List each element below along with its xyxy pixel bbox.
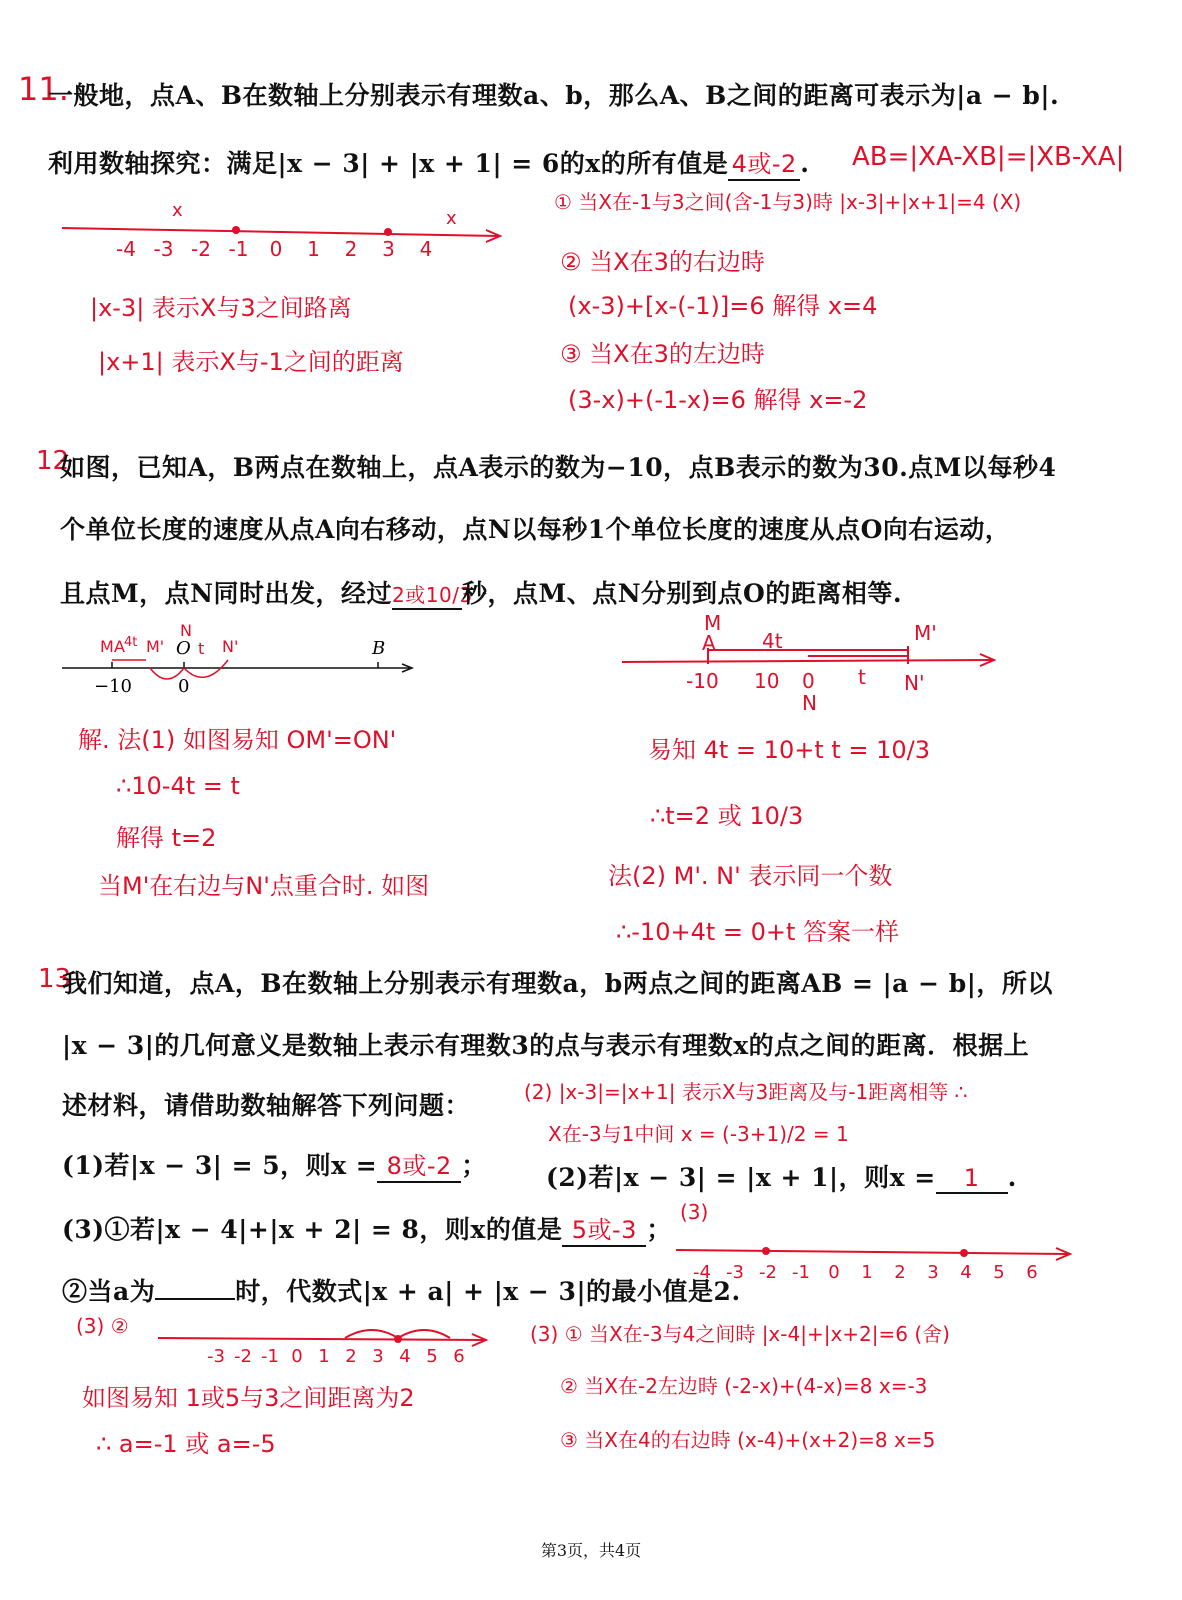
q13-part3-blank: 5或-3	[562, 1210, 646, 1247]
q12-fig2-np: N'	[904, 671, 925, 695]
q12-line2: 个单位长度的速度从点A向右移动，点N以每秒1个单位长度的速度从点O向右运动，	[60, 515, 1011, 544]
q13-number: 13	[38, 964, 72, 994]
q12-fig2-neg10: -10	[686, 669, 719, 693]
q12-hw-sol2: ∴10-4t = t	[116, 772, 240, 800]
q11-hw-ab: AB=|XA-XB|=|XB-XA|	[852, 142, 1125, 172]
q13-part3: (3)①若|x − 4|+|x + 2| = 8，则x的值是 5或-3 ；	[62, 1210, 672, 1247]
q12-fig2-10: 10	[754, 669, 780, 693]
q13-part2-blank: 1	[936, 1164, 1008, 1194]
q12-fig2-m: M	[704, 611, 722, 635]
q11-axis-tick-1: 1	[307, 237, 320, 261]
q12-hw-r3: 法(2) M'. N' 表示同一个数	[608, 862, 893, 890]
q12-fig1-np: N'	[222, 637, 239, 656]
q13-axis32-tick--2: -2	[234, 1346, 252, 1367]
q13-axis3-tick-0: 0	[828, 1262, 840, 1283]
q13-axis3-tick-4: 4	[960, 1262, 972, 1283]
q11-axis-tick--1: -1	[228, 237, 249, 261]
q11-axis-tick-0: 0	[269, 237, 283, 261]
q11-axis-x-left: x	[172, 200, 183, 221]
q12-line1: 如图，已知A，B两点在数轴上，点A表示的数为−10，点B表示的数为30.点M以每秒4	[60, 453, 1057, 482]
q12-fig1-a: A	[114, 637, 125, 656]
q13-point-4	[960, 1249, 968, 1257]
q12-hw-r4: ∴-10+4t = 0+t 答案一样	[616, 918, 900, 946]
q13-part4: ②当a为 时，代数式|x + a| + |x − 3|的最小值是2.	[62, 1277, 741, 1306]
q13-axis32-tick-3: 3	[372, 1346, 384, 1367]
q12-fig1-mp: M'	[146, 637, 165, 656]
q12-fig2-mp: M'	[914, 621, 937, 645]
q11-hw-case3-eq: (3-x)+(-1-x)=6 解得 x=-2	[568, 386, 868, 414]
q11-hw-case2-eq: (x-3)+[x-(-1)]=6 解得 x=4	[568, 292, 878, 320]
q13-axis32-tick-6: 6	[453, 1346, 465, 1367]
q13-axis3-tick--3: -3	[726, 1262, 744, 1283]
q12-hw-sol1: 解. 法(1) 如图易知 OM'=ON'	[78, 726, 397, 754]
q13-axis32-tick-1: 1	[318, 1346, 330, 1367]
q13-part2: (2)若|x − 3| = |x + 1|，则x = 1 .	[546, 1163, 1017, 1192]
q13-hw-31b: ② 当X在-2左边時 (-2-x)+(4-x)=8 x=-3	[560, 1374, 928, 1398]
q13-part4-blank	[155, 1298, 235, 1300]
q13-axis3-tick-1: 1	[861, 1262, 873, 1283]
q12-fig2-a: A	[702, 631, 716, 655]
q12-fig2-t: t	[858, 665, 866, 689]
q11-axis-tick-2: 2	[344, 237, 358, 261]
q13-axis32-tick-5: 5	[426, 1346, 438, 1367]
q11-point-3	[384, 228, 392, 236]
q12-line3: 且点M，点N同时出发，经过2或10/3秒，点M、点N分别到点O的距离相等.	[60, 579, 903, 608]
q12-fig1-m: M	[100, 637, 114, 656]
q12-hw-sol3: 解得 t=2	[116, 824, 217, 852]
q12-fig1-zero: 0	[178, 676, 190, 697]
q13-line2: |x − 3|的几何意义是数轴上表示有理数3的点与表示有理数x的点之间的距离．根据上	[62, 1031, 1030, 1060]
q13-axis32-tick-2: 2	[345, 1346, 357, 1367]
q11-point-neg1	[232, 226, 240, 234]
q12-fig1-neg10: −10	[94, 676, 132, 697]
q13-hw-32label: (3) ②	[76, 1314, 129, 1338]
q11-axis-tick-3: 3	[382, 237, 395, 261]
q12-fig2-n: N	[802, 691, 817, 715]
q13-axis3-tick-5: 5	[993, 1262, 1005, 1283]
q13-axis3-tick-6: 6	[1026, 1262, 1038, 1283]
q13-hw-31c: ③ 当X在4的右边時 (x-4)+(x+2)=8 x=5	[560, 1428, 936, 1452]
q13-axis32-tick-4: 4	[399, 1346, 411, 1367]
q12-answer-blank: 2或10/3	[392, 579, 462, 610]
q13-hw-2b: X在-3与1中间 x = (-3+1)/2 = 1	[548, 1122, 849, 1146]
q13-hw-32a: 如图易知 1或5与3之间距离为2	[82, 1384, 415, 1412]
q12-number: 12	[36, 446, 70, 476]
q11-axis-tick--4: -4	[116, 237, 136, 261]
q13-point-3	[394, 1335, 402, 1343]
q11-hw-note2: |x+1| 表示X与-1之间的距离	[98, 348, 404, 376]
q12-fig2-0: 0	[802, 669, 815, 693]
q12-fig1-b: B	[372, 638, 386, 659]
q12-fig1-n: N	[180, 621, 192, 640]
q13-part1: (1)若|x − 3| = 5，则x = 8或-2 ；	[62, 1146, 487, 1183]
q12-hw-r2: ∴t=2 或 10/3	[650, 802, 804, 830]
q11-axis-tick--3: -3	[153, 237, 174, 261]
q13-hw-31a: (3) ① 当X在-3与4之间時 |x-4|+|x+2|=6 (舍)	[530, 1322, 950, 1346]
q13-hw-32b: ∴ a=-1 或 a=-5	[96, 1430, 276, 1458]
q12-fig1-4t: 4t	[124, 635, 138, 650]
q13-axis3-tick--2: -2	[759, 1262, 777, 1283]
q11-hw-case3: ③ 当X在3的左边時	[560, 340, 765, 368]
q11-axis-tick-4: 4	[419, 237, 433, 261]
q12-fig1-o: O	[176, 638, 191, 659]
q11-axis-x-right: x	[446, 208, 457, 229]
q11-hw-note1: |x-3| 表示X与3之间路离	[90, 294, 352, 322]
q13-axis3-tick--1: -1	[792, 1262, 810, 1283]
q12-fig2-4t: 4t	[762, 629, 783, 653]
q13-axis32-tick--3: -3	[207, 1346, 225, 1367]
q13-hw-2a: (2) |x-3|=|x+1| 表示X与3距离及与-1距离相等 ∴	[524, 1080, 968, 1104]
q13-axis3-tick-2: 2	[894, 1262, 906, 1283]
q12-hw-r1: 易知 4t = 10+t t = 10/3	[648, 736, 931, 764]
q13-axis3-tick-3: 3	[927, 1262, 939, 1283]
q12-fig1-t: t	[198, 639, 205, 658]
q11-hw-case1: ① 当X在-1与3之间(含-1与3)時 |x-3|+|x+1|=4 (X)	[554, 190, 1022, 214]
page-footer: 第3页，共4页	[540, 1541, 642, 1560]
q13-axis3-tick--4: -4	[693, 1262, 711, 1283]
q13-axis32-tick-0: 0	[291, 1346, 303, 1367]
q13-line3: 述材料，请借助数轴解答下列问题：	[62, 1091, 471, 1120]
q13-part1-blank: 8或-2	[377, 1146, 461, 1183]
q13-point-neg2	[762, 1247, 770, 1255]
q11-line2: 利用数轴探究：满足|x − 3| + |x + 1| = 6的x的所有值是 4或-2 .	[48, 144, 809, 181]
q12-hw-sol4: 当M'在右边与N'点重合时. 如图	[98, 872, 430, 900]
q11-hw-case2: ② 当X在3的右边時	[560, 248, 765, 276]
q13-hw-3label: (3)	[680, 1200, 709, 1224]
q13-line1: 我们知道，点A，B在数轴上分别表示有理数a，b两点之间的距离AB = |a − b|，所以	[62, 969, 1053, 998]
q11-line1: 一般地，点A、B在数轴上分别表示有理数a、b，那么A、B之间的距离可表示为|a − b|.	[48, 81, 1060, 110]
q11-number: 11.	[18, 70, 69, 108]
q11-answer-blank: 4或-2	[728, 144, 800, 181]
q11-axis-tick--2: -2	[191, 237, 211, 261]
q13-axis32-tick--1: -1	[261, 1346, 279, 1367]
